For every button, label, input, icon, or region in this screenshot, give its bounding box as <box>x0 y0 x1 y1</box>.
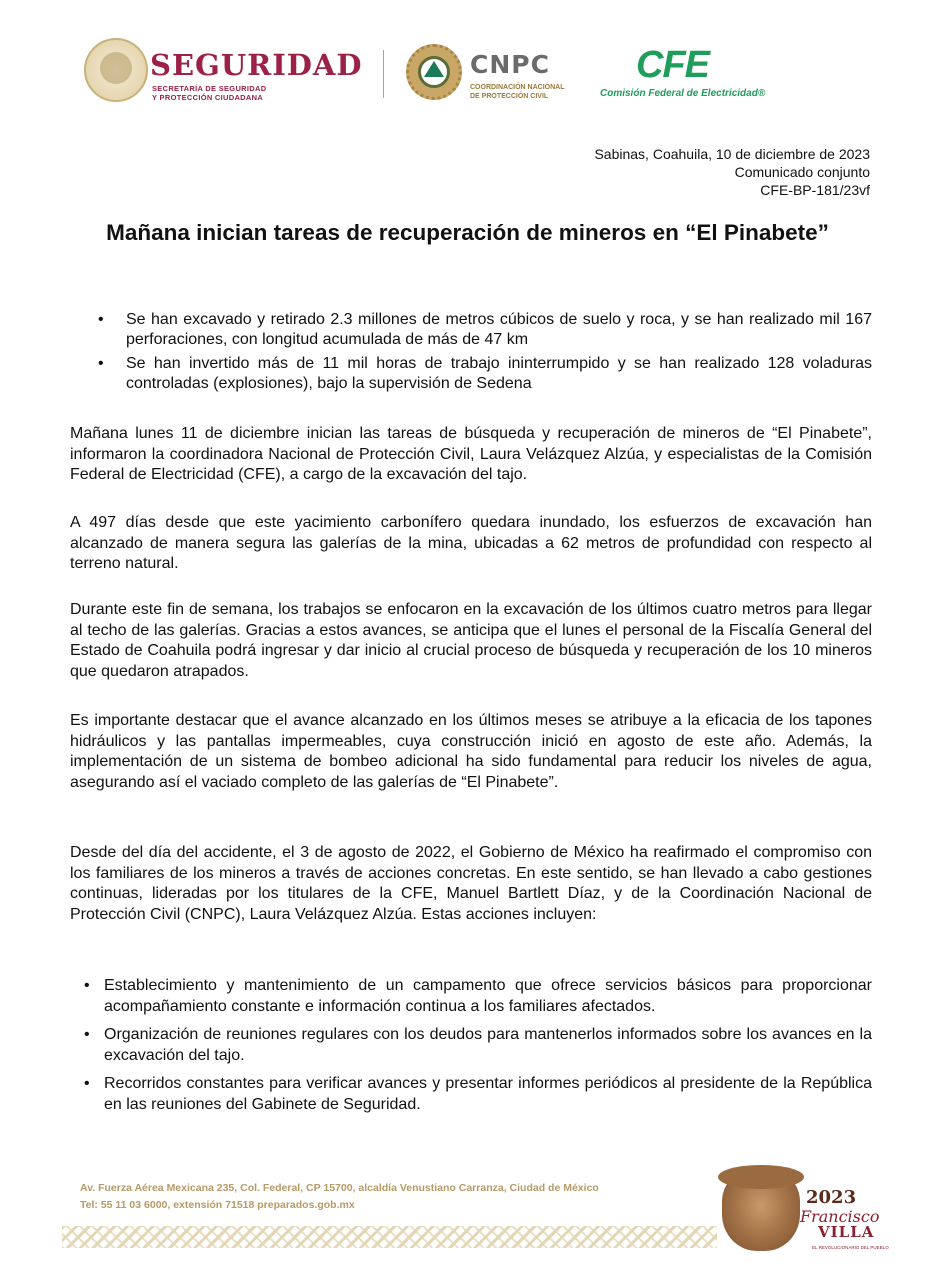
seguridad-logo-text: SEGURIDAD <box>150 48 363 82</box>
body-paragraph: Mañana lunes 11 de diciembre inician las tareas de búsqueda y recuperación de mineros de “El Pinabete”, informaron la coordinadora Nacional de Protección Civil, Laura Velázquez Alzúa, y especialistas de la Comisión Federal de Electricidad (CFE), a cargo de la excavación del tajo. <box>70 425 872 483</box>
cnpc-logo-text: CNPC <box>470 50 550 79</box>
cnpc-emblem-icon <box>406 44 462 100</box>
cfe-logo-text: CFE <box>636 44 709 86</box>
list-item: • Organización de reuniones regulares con los deudos para mantenerlos informados sobre los avances en la excavación del tajo. <box>82 1025 872 1066</box>
list-item: • Recorridos constantes para verificar avances y presentar informes periódicos al presidente de la República en las reuniones del Gabinete de Seguridad. <box>82 1074 872 1115</box>
footer-address <box>80 1180 599 1214</box>
seguridad-logo-subtitle: SECRETARÍA DE SEGURIDAD Y PROTECCIÓN CIUDADANA <box>152 84 267 102</box>
footer-decorative-pattern <box>62 1226 717 1248</box>
place-date: Sabinas, Coahuila, 10 de diciembre de 2023 <box>594 146 870 162</box>
emblem-caption: EL REVOLUCIONARIO DEL PUEBLO <box>812 1245 889 1250</box>
document-meta <box>594 145 870 199</box>
cfe-logo-subtitle: Comisión Federal de Electricidad® <box>600 88 766 99</box>
actions-bullet-list <box>82 976 872 1123</box>
list-item: • Se han invertido más de 11 mil horas de trabajo ininterrumpido y se han realizado 128 voladuras controladas (explosiones), bajo la supervisión de Sedena <box>96 354 872 394</box>
document-code: CFE-BP-181/23vf <box>760 182 870 198</box>
francisco-villa-emblem <box>722 1165 889 1255</box>
mexico-seal-icon <box>84 38 148 102</box>
page-title: Mañana inician tareas de recuperación de mineros en “El Pinabete” <box>106 220 829 245</box>
body-paragraph: Durante este fin de semana, los trabajos se enfocaron en la excavación de los últimos cuatro metros para llegar al techo de las galerías. Gracias a estos avances, se anticipa que el lunes el personal de la Fiscalía General del Estado de Coahuila podrá ingresar y dar inicio al crucial proceso de búsqueda y recuperación de los 10 mineros que quedaron atrapados. <box>70 601 872 680</box>
body-paragraph: Desde del día del accidente, el 3 de agosto de 2022, el Gobierno de México ha reafirmado el compromiso con los familiares de los mineros a través de acciones concretas. En este sentido, se han llevado a cabo gestiones continuas, lideradas por los titulares de la CFE, Manuel Bartlett Díaz, y de la Coordinación Nacional de Protección Civil (CNPC), Laura Velázquez Alzúa. Estas acciones incluyen: <box>70 844 872 923</box>
cnpc-logo-subtitle: COORDINACIÓN NACIONAL DE PROTECCIÓN CIVIL <box>470 84 565 100</box>
emblem-name-first: Francisco <box>800 1207 880 1226</box>
body-paragraph: A 497 días desde que este yacimiento carbonífero quedara inundado, los esfuerzos de excavación han alcanzado de manera segura las galerías de la mina, ubicadas a 62 metros de profundidad con respecto al terreno natural. <box>70 514 872 572</box>
list-item: • Se han excavado y retirado 2.3 millones de metros cúbicos de suelo y roca, y se han realizado mil 167 perforaciones, con longitud acumulada de más de 47 km <box>96 310 872 350</box>
document-type: Comunicado conjunto <box>734 164 870 180</box>
emblem-year: 2023 <box>806 1187 857 1208</box>
body-paragraph: Es importante destacar que el avance alcanzado en los últimos meses se atribuye a la eficacia de los tapones hidráulicos y las pantallas impermeables, cuya construcción inició en agosto de este año. Además, la implementación de un sistema de bombeo adicional ha sido fundamental para reducir los niveles de agua, asegurando así el vaciado completo de las galerías de “El Pinabete”. <box>70 712 872 791</box>
list-item: • Establecimiento y mantenimiento de un campamento que ofrece servicios básicos para proporcionar acompañamiento constante e información continua a los familiares afectados. <box>82 976 872 1017</box>
sombrero-icon <box>718 1165 804 1189</box>
logo-divider <box>383 50 384 98</box>
emblem-name-last: VILLA <box>818 1223 875 1241</box>
summary-bullet-list <box>96 310 872 398</box>
footer-contact-line: Tel: 55 11 03 6000, extensión 71518 preparados.gob.mx <box>80 1199 355 1211</box>
header-logos <box>84 38 804 108</box>
footer-address-line: Av. Fuerza Aérea Mexicana 235, Col. Federal, CP 15700, alcaldía Venustiano Carranza, Ciudad de México <box>80 1182 599 1194</box>
